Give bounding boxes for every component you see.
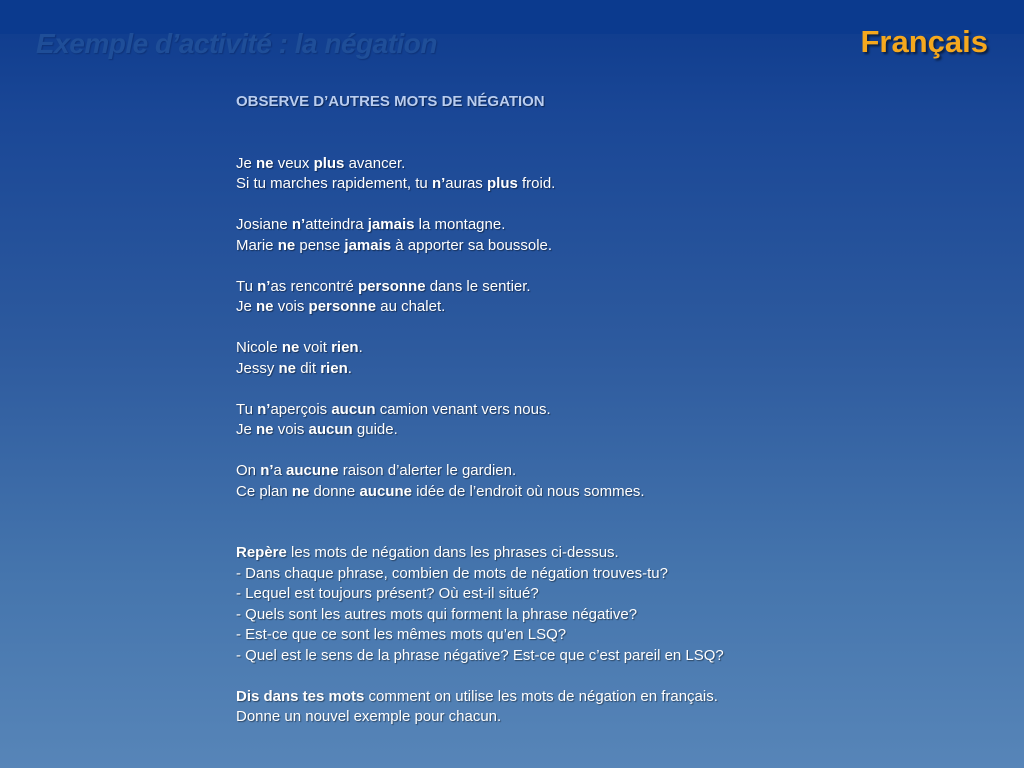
- text-segment: .: [358, 339, 363, 356]
- subject-label: Français: [860, 24, 988, 59]
- text-line: [236, 707, 976, 728]
- text-segment: - Quels sont les autres mots qui forment la phrase négative?: [236, 605, 638, 623]
- text-segment: les mots de négation dans les phrases ci-dessus.: [286, 544, 619, 561]
- text-segment: Je: [236, 421, 257, 438]
- text-segment: Tu: [236, 400, 258, 418]
- text-line: [236, 236, 976, 257]
- emphasized-word: Dis dans tes mots: [236, 687, 365, 705]
- text-line: [236, 687, 976, 708]
- emphasized-word: aucun: [308, 421, 353, 438]
- emphasized-word: personne: [358, 277, 426, 295]
- emphasized-word: plus: [486, 175, 518, 192]
- emphasized-word: jamais: [344, 236, 392, 254]
- text-segment: - Dans chaque phrase, combien de mots de négation trouves-tu?: [236, 564, 668, 582]
- text-line: [236, 605, 976, 626]
- sentence-pair: [236, 277, 976, 318]
- text-segment: idée de l’endroit où nous sommes.: [411, 482, 645, 500]
- text-segment: Si tu marches rapidement, tu: [236, 175, 432, 192]
- text-line: [236, 625, 976, 646]
- sentence-pair: [236, 215, 976, 256]
- emphasized-word: ne: [281, 339, 300, 356]
- text-segment: Je: [236, 298, 257, 315]
- emphasized-word: plus: [313, 154, 345, 172]
- emphasized-word: aucune: [359, 482, 412, 500]
- emphasized-word: rien: [331, 339, 359, 356]
- section-heading: OBSERVE D’AUTRES MOTS DE NÉGATION: [236, 93, 545, 110]
- text-segment: raison d’alerter le gardien.: [338, 462, 517, 479]
- text-segment: .: [347, 359, 352, 377]
- text-line: [236, 277, 976, 298]
- emphasized-word: n’: [257, 400, 271, 418]
- text-segment: atteindra: [305, 216, 368, 233]
- text-segment: la montagne.: [414, 216, 506, 233]
- text-segment: Je: [236, 154, 257, 172]
- text-line: [236, 400, 976, 421]
- text-segment: Tu: [236, 277, 258, 295]
- sentence-pair: [236, 400, 976, 441]
- text-segment: avancer.: [344, 154, 406, 172]
- emphasized-word: aucune: [286, 462, 339, 479]
- text-segment: Ce plan: [236, 482, 292, 500]
- text-line: [236, 461, 976, 482]
- text-segment: Marie: [236, 236, 278, 254]
- text-segment: froid.: [517, 175, 556, 192]
- emphasized-word: ne: [256, 154, 274, 172]
- text-segment: Josiane: [236, 216, 292, 233]
- text-segment: voit: [299, 339, 332, 356]
- text-line: [236, 359, 976, 380]
- text-line: [236, 338, 976, 359]
- text-segment: dit: [296, 359, 321, 377]
- sentence-pair: [236, 154, 976, 195]
- sentence-pair: [236, 461, 976, 502]
- emphasized-word: n’: [257, 277, 271, 295]
- text-segment: donne: [309, 482, 360, 500]
- text-segment: - Lequel est toujours présent? Où est-il situé?: [236, 585, 539, 602]
- text-segment: - Est-ce que ce sont les mêmes mots qu’en LSQ?: [236, 626, 567, 643]
- text-segment: vois: [273, 421, 309, 438]
- text-line: [236, 215, 976, 236]
- text-segment: aperçois: [270, 400, 332, 418]
- text-segment: au chalet.: [376, 298, 446, 315]
- text-line: [236, 543, 976, 564]
- emphasized-word: n’: [431, 175, 446, 192]
- text-segment: Donne un nouvel exemple pour chacun.: [236, 708, 502, 725]
- text-line: [236, 154, 976, 175]
- text-segment: Jessy: [236, 359, 279, 377]
- emphasized-word: ne: [256, 421, 274, 438]
- text-line: [236, 420, 976, 441]
- example-sentences: [236, 154, 976, 503]
- text-segment: auras: [445, 175, 487, 192]
- emphasized-word: ne: [278, 359, 297, 377]
- text-segment: camion venant vers nous.: [375, 400, 551, 418]
- emphasized-word: Repère: [236, 544, 287, 561]
- text-segment: vois: [273, 298, 309, 315]
- text-segment: as rencontré: [270, 277, 359, 295]
- emphasized-word: ne: [256, 298, 274, 315]
- emphasized-word: aucun: [331, 400, 376, 418]
- text-segment: On: [236, 462, 261, 479]
- emphasized-word: n’: [291, 216, 306, 233]
- instructions: [236, 543, 976, 728]
- instruction-block: [236, 543, 976, 666]
- emphasized-word: personne: [308, 298, 377, 315]
- text-segment: pense: [295, 236, 345, 254]
- emphasized-word: rien: [320, 359, 348, 377]
- text-line: [236, 297, 976, 318]
- emphasized-word: jamais: [367, 216, 415, 233]
- text-segment: à apporter sa boussole.: [391, 236, 553, 254]
- emphasized-word: ne: [291, 482, 310, 500]
- text-line: [236, 482, 976, 503]
- text-segment: veux: [273, 154, 314, 172]
- text-line: [236, 174, 976, 195]
- slide-content: [236, 92, 976, 748]
- slide-title: Exemple d’activité : la négation: [36, 28, 438, 59]
- instruction-block: [236, 687, 976, 728]
- sentence-pair: [236, 338, 976, 379]
- spacer: [236, 523, 976, 544]
- text-segment: dans le sentier.: [425, 277, 531, 295]
- text-line: [236, 646, 976, 667]
- text-segment: a: [273, 462, 287, 479]
- text-segment: - Quel est le sens de la phrase négative? Est-ce que c’est pareil en LSQ?: [236, 646, 724, 664]
- text-segment: comment on utilise les mots de négation en français.: [364, 687, 718, 705]
- emphasized-word: ne: [277, 236, 296, 254]
- text-segment: Nicole: [236, 339, 282, 356]
- text-line: [236, 564, 976, 585]
- emphasized-word: n’: [260, 462, 274, 479]
- text-line: [236, 584, 976, 605]
- text-segment: guide.: [352, 421, 398, 438]
